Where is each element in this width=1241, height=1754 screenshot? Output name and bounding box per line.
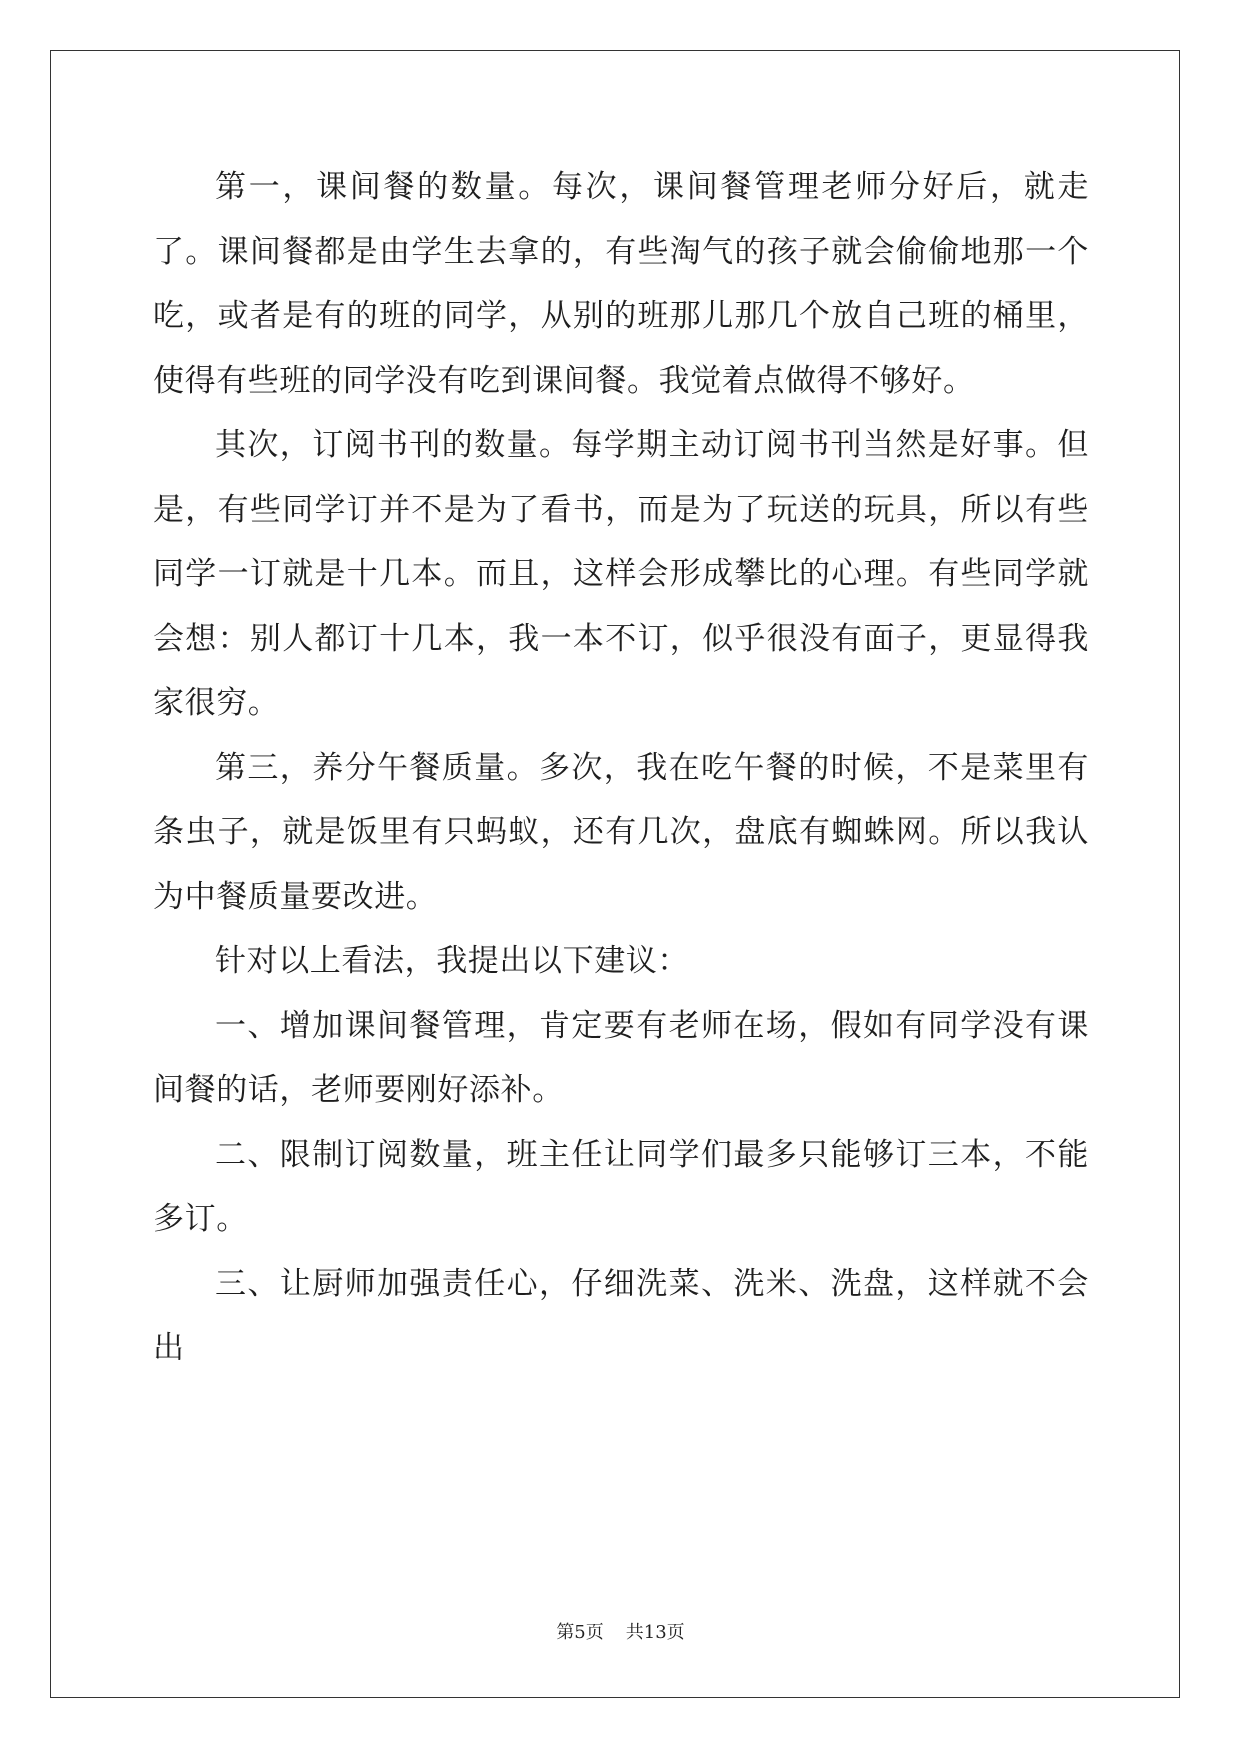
page-footer xyxy=(0,1618,1241,1644)
page-number: 第5页 xyxy=(556,1622,604,1643)
paragraph-book-subscriptions: 其次，订阅书刊的数量。每学期主动订阅书刊当然是好事。但是，有些同学订并不是为了看书，而是为了玩送的玩具，所以有些同学一订就是十几本。而且，这样会形成攀比的心理。有些同学就会想：别人都订十几本，我一本不订，似乎很没有面子，更显得我家很穷。 xyxy=(153,427,1089,721)
paragraph-suggestion-three: 三、让厨师加强责任心，仔细洗菜、洗米、洗盘，这样就不会出 xyxy=(153,1265,1089,1366)
paragraph-suggestion-one: 一、增加课间餐管理，肯定要有老师在场，假如有同学没有课间餐的话，老师要刚好添补。 xyxy=(153,1007,1089,1108)
paragraph-quantity-of-snacks: 第一，课间餐的数量。每次，课间餐管理老师分好后，就走了。课间餐都是由学生去拿的，有些淘气的孩子就会偷偷地那一个吃，或者是有的班的同学，从别的班那儿那几个放自己班的桶里，使得有些班的同学没有吃到课间餐。我觉着点做得不够好。 xyxy=(153,169,1089,399)
document-body xyxy=(153,155,1089,1381)
paragraph-suggestion-two: 二、限制订阅数量，班主任让同学们最多只能够订三本，不能多订。 xyxy=(153,1136,1089,1237)
paragraph-lunch-quality: 第三，养分午餐质量。多次，我在吃午餐的时候，不是菜里有条虫子，就是饭里有只蚂蚁，还有几次，盘底有蜘蛛网。所以我认为中餐质量要改进。 xyxy=(153,749,1089,915)
paragraph-suggestions-intro: 针对以上看法，我提出以下建议： xyxy=(215,943,689,979)
total-pages: 共13页 xyxy=(625,1622,685,1643)
